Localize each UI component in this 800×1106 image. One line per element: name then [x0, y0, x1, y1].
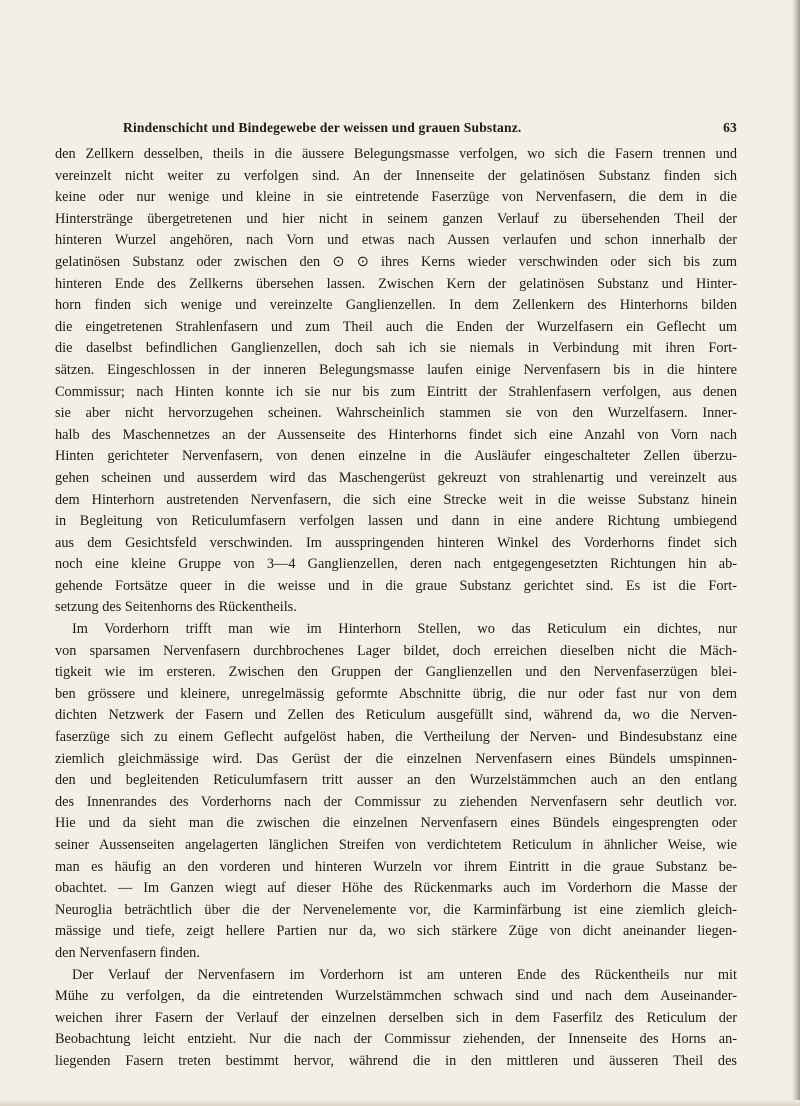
text-line: aus dem Gesichtsfeld verschwinden. Im ausspringenden hinteren Winkel des Vorderhorns findet sich: [55, 534, 737, 551]
page-number: 63: [723, 120, 737, 135]
text-line: obachtet. — Im Ganzen wiegt auf dieser Höhe des Rückenmarks auch im Vorderhorn die Masse der: [55, 880, 737, 897]
text-line: Neuroglia beträchtlich über die der Nervenelemente vor, die Karminfärbung ist eine ziemlich gleich-: [55, 901, 737, 918]
text-line: gehen scheinen und ausserdem wird das Maschengerüst gekreuzt von strahlenartig und vereinzelt aus: [55, 469, 737, 486]
page-edge-shadow: [792, 0, 800, 1106]
text-line: hinteren Ende des Zellkerns übersehen lassen. Zwischen Kern der gelatinösen Substanz und Hinter-: [55, 275, 737, 292]
text-line: den Zellkern desselben, theils in die äussere Belegungsmasse verfolgen, wo sich die Fasern trennen und: [55, 146, 737, 162]
text-line: halb des Maschennetzes an der Aussenseite des Hinterhorns findet sich eine Anzahl von Vorn nach: [55, 426, 737, 443]
body-text: [55, 144, 737, 1073]
running-title: Rindenschicht und Bindegewebe der weissen und grauen Substanz.: [123, 120, 522, 135]
text-line: dichten Netzwerk der Fasern und Zellen des Reticulum ausgefüllt sind, während da, wo die Nerven-: [55, 707, 737, 724]
text-line: den Nervenfasern finden.: [55, 944, 200, 961]
text-line: gehende Fortsätze queer in die weisse und in die graue Substanz gerichtet sind. Es ist die Fort-: [55, 577, 737, 594]
text-line: horn finden sich wenige und vereinzelte Ganglienzellen. In dem Zellenkern des Hinterhorns bilden: [55, 297, 737, 314]
text-line: in Begleitung von Reticulumfasern verfolgen lassen und dann in eine andere Richtung umbiegend: [55, 513, 737, 530]
text-line: weichen ihrer Fasern der Verlauf der einzelnen derselben sich in dem Faserfilz des Reticulum der: [55, 1009, 737, 1026]
text-line: tigkeit wie im ersteren. Zwischen den Gruppen der Ganglienzellen und den Nervenfaserzügen blei-: [55, 664, 737, 681]
text-line: noch eine kleine Gruppe von 3—4 Ganglienzellen, deren nach entgegengesetzten Richtungen hin ab-: [55, 556, 737, 573]
running-header: [55, 120, 737, 136]
text-line: Im Vorderhorn trifft man wie im Hinterhorn Stellen, wo das Reticulum ein dichtes, nur: [72, 621, 737, 638]
text-line: seiner Aussenseiten angelagerten länglichen Streifen von verdichtetem Reticulum in ähnlicher Weise, wie: [55, 837, 737, 853]
text-line: Mühe zu verfolgen, da die eintretenden Wurzelstämmchen schwach sind und nach dem Auseinander-: [55, 988, 737, 1005]
text-line: dem Hinterhorn austretenden Nervenfasern, die sich eine Strecke weit in die weisse Substanz hinein: [55, 491, 737, 508]
paragraph: [55, 619, 737, 965]
text-line: den und begleitenden Reticulumfasern tritt ausser an den Wurzelstämmchen auch an den entlang: [55, 772, 737, 789]
text-line: Beobachtung leicht entzieht. Nur die nach der Commissur ziehenden, der Innenseite des Horns an-: [55, 1031, 737, 1048]
text-line: Hinten gerichteter Nervenfasern, von denen einzelne in die Ausläufer eingeschalteter Zellen überzu-: [55, 448, 737, 465]
text-line: sätzen. Eingeschlossen in der inneren Belegungsmasse laufen einige Nervenfasern bis in die hintere: [55, 361, 737, 378]
text-line: Der Verlauf der Nervenfasern im Vorderhorn ist am unteren Ende des Rückentheils nur mit: [72, 966, 737, 983]
text-line: Hie und da sieht man die zwischen die einzelnen Nervenfasern eines Bündels eingesprengten oder: [55, 815, 737, 832]
text-line: liegenden Fasern treten bestimmt hervor, während die in den mittleren und äusseren Theil des: [55, 1052, 737, 1069]
text-line: keine oder nur wenige und kleine in sie eintretende Faserzüge von Nervenfasern, die dem in die: [55, 189, 737, 206]
paragraph: [55, 144, 737, 619]
text-line: ziemlich gleichmässige wird. Das Gerüst der die einzelnen Nervenfasern eines Bündels umspinnen-: [55, 750, 737, 767]
text-line: sie aber nicht hervorzugehen scheinen. Wahrscheinlich stammen sie von den Wurzelfasern. Inner-: [55, 405, 737, 422]
text-line: Hinterstränge übergetretenen und hier nicht in seinem ganzen Verlauf zu übersehenden Theil der: [55, 210, 737, 227]
text-line: vereinzelt nicht weiter zu verfolgen sind. An der Innenseite der gelatinösen Substanz finden sich: [55, 167, 737, 184]
text-line: setzung des Seitenhorns des Rückentheils.: [55, 599, 297, 616]
paragraph: [55, 965, 737, 1073]
text-line: man es häufig an den vorderen und hinteren Wurzeln vor ihrem Eintritt in die graue Substanz be-: [55, 858, 737, 875]
text-line: von sparsamen Nervenfasern durchbrochenes Lager bildet, doch erreichen dieselben nicht die Mäch-: [55, 642, 737, 659]
text-line: hinteren Wurzel angehören, nach Vorn und etwas nach Aussen verlaufen und schon innerhalb der: [55, 232, 737, 249]
text-line: ben grössere und kleinere, unregelmässig geformte Abschnitte übrig, die nur oder fast nur von dem: [55, 685, 737, 702]
text-line: gelatinösen Substanz oder zwischen den ⊙ ⊙ ihres Kerns wieder verschwinden oder sich bis zum: [55, 253, 737, 270]
text-line: faserzüge sich zu einem Geflecht aufgelöst haben, die Vertheilung der Nerven- und Bindesubstanz eine: [55, 729, 737, 746]
text-line: Commissur; nach Hinten konnte ich sie nur bis zum Eintritt der Strahlenfasern verfolgen, aus denen: [55, 383, 737, 400]
text-line: die eingetretenen Strahlenfasern und zum Theil auch die Enden der Wurzelfasern ein Geflecht um: [55, 318, 737, 335]
text-line: mässige und tiefe, zeigt hellere Partien nur da, wo sich stärkere Züge von dicht aneinander liegen-: [55, 923, 737, 940]
page-bottom-edge: [0, 1100, 800, 1106]
text-line: die daselbst befindlichen Ganglienzellen, doch sah ich sie niemals in Verbindung mit ihren Fort-: [55, 340, 737, 357]
text-line: des Innenrandes des Vorderhorns nach der Commissur zu ziehenden Nervenfasern sehr deutlich vor.: [55, 793, 737, 810]
